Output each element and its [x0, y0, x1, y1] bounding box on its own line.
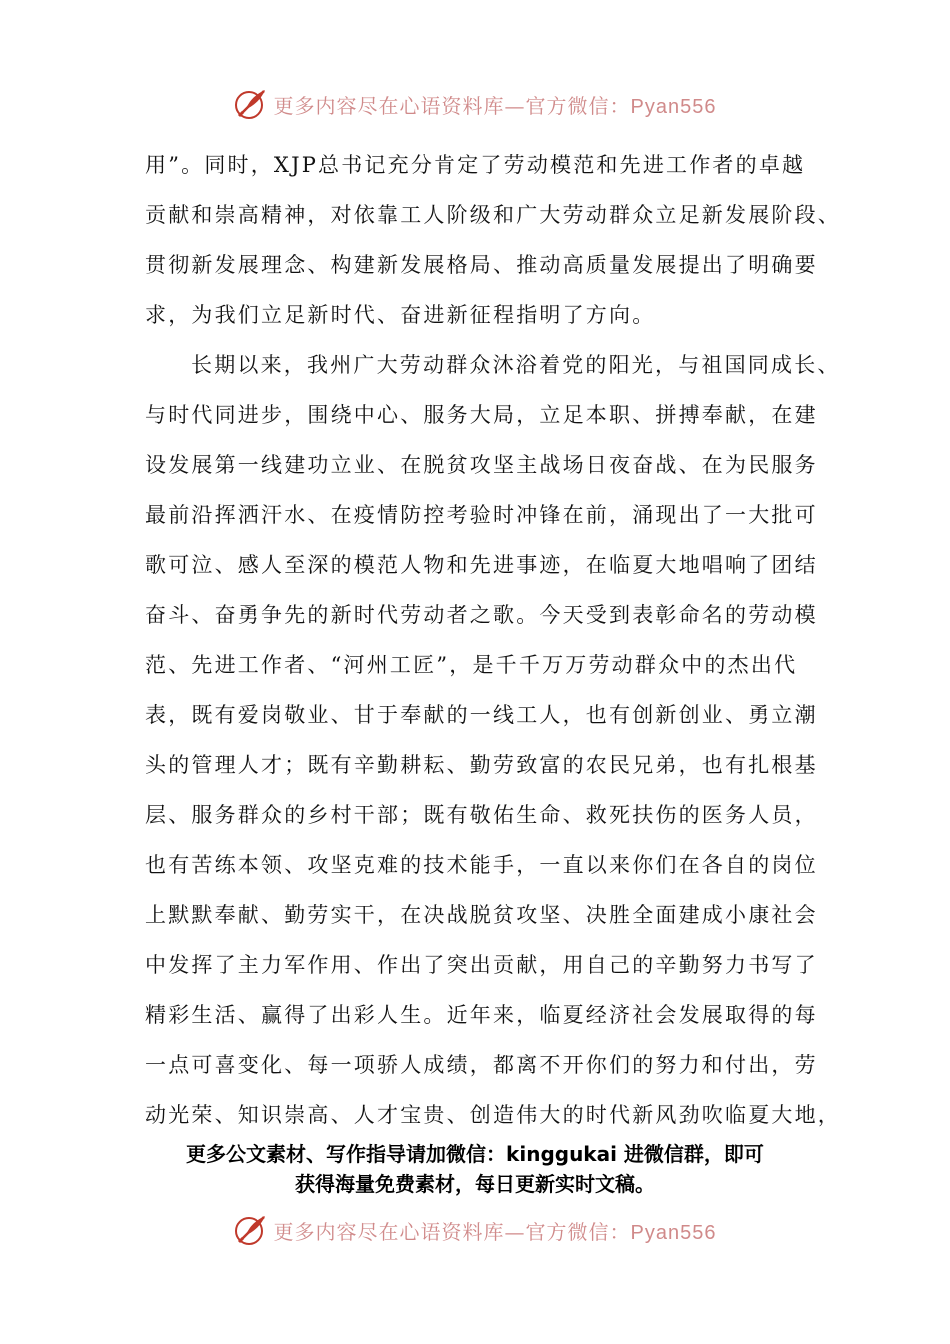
text-line: 范、先进工作者、“河州工匠”，是千千万万劳动群众中的杰出代 [145, 653, 798, 677]
text-line: 歌可泣、感人至深的模范人物和先进事迹，在临夏大地唱响了团结 [145, 553, 818, 577]
text-line: 最前沿挥洒汗水、在疫情防控考验时冲锋在前，涌现出了一大批可 [145, 503, 818, 527]
header-banner-text: 更多内容尽在心语资料库—官方微信： [273, 93, 631, 118]
header-wechat-id: Pyan556 [630, 95, 717, 118]
footer-banner-text: 更多内容尽在心语资料库—官方微信： [273, 1219, 631, 1244]
text-line: 上默默奉献、勤劳实干，在决战脱贫攻坚、决胜全面建成小康社会 [145, 903, 818, 927]
promo-line-2: 获得海量免费素材，每日更新实时文稿。 [295, 1172, 655, 1196]
text-line: 一点可喜变化、每一项骄人成绩，都离不开你们的努力和付出，劳 [145, 1053, 818, 1077]
footer-banner [0, 1210, 950, 1250]
promo-line-1: 更多公文素材、写作指导请加微信：kinggukai 进微信群，即可 [186, 1142, 764, 1166]
text-line: 也有苦练本领、攻坚克难的技术能手，一直以来你们在各自的岗位 [145, 853, 818, 877]
text-line: 求，为我们立足新时代、奋进新征程指明了方向。 [145, 303, 656, 327]
footer-wechat-id: Pyan556 [630, 1221, 717, 1244]
text-line: 表，既有爱岗敬业、甘于奉献的一线工人，也有创新创业、勇立潮 [145, 703, 818, 727]
text-line: 动光荣、知识崇高、人才宝贵、创造伟大的时代新风劲吹临夏大地， [145, 1103, 841, 1127]
text-line: 精彩生活、赢得了出彩人生。近年来，临夏经济社会发展取得的每 [145, 1003, 818, 1027]
paragraph-first-line: 长期以来，我州广大劳动群众沐浴着党的阳光，与祖国同成长、 [191, 353, 841, 377]
text-line: 层、服务群众的乡村干部；既有敬佑生命、救死扶伤的医务人员， [145, 803, 818, 827]
text-line: 头的管理人才；既有辛勤耕耘、勤劳致富的农民兄弟，也有扎根基 [145, 753, 818, 777]
text-line: 贡献和崇高精神，对依靠工人阶级和广大劳动群众立足新发展阶段、 [145, 203, 841, 227]
document-body [145, 140, 841, 1140]
text-line: 奋斗、奋勇争先的新时代劳动者之歌。今天受到表彰命名的劳动模 [145, 603, 818, 627]
text-line: 贯彻新发展理念、构建新发展格局、推动高质量发展提出了明确要 [145, 253, 818, 277]
text-line: 与时代同进步，围绕中心、服务大局，立足本职、拼搏奉献，在建 [145, 403, 818, 427]
text-line: 用”。同时，XJP总书记充分肯定了劳动模范和先进工作者的卓越 [145, 153, 806, 177]
header-banner [0, 84, 950, 124]
quill-logo-icon [234, 87, 268, 121]
text-line: 设发展第一线建功立业、在脱贫攻坚主战场日夜奋战、在为民服务 [145, 453, 818, 477]
quill-logo-icon [234, 1213, 268, 1247]
text-line: 中发挥了主力军作用、作出了突出贡献，用自己的辛勤努力书写了 [145, 953, 818, 977]
